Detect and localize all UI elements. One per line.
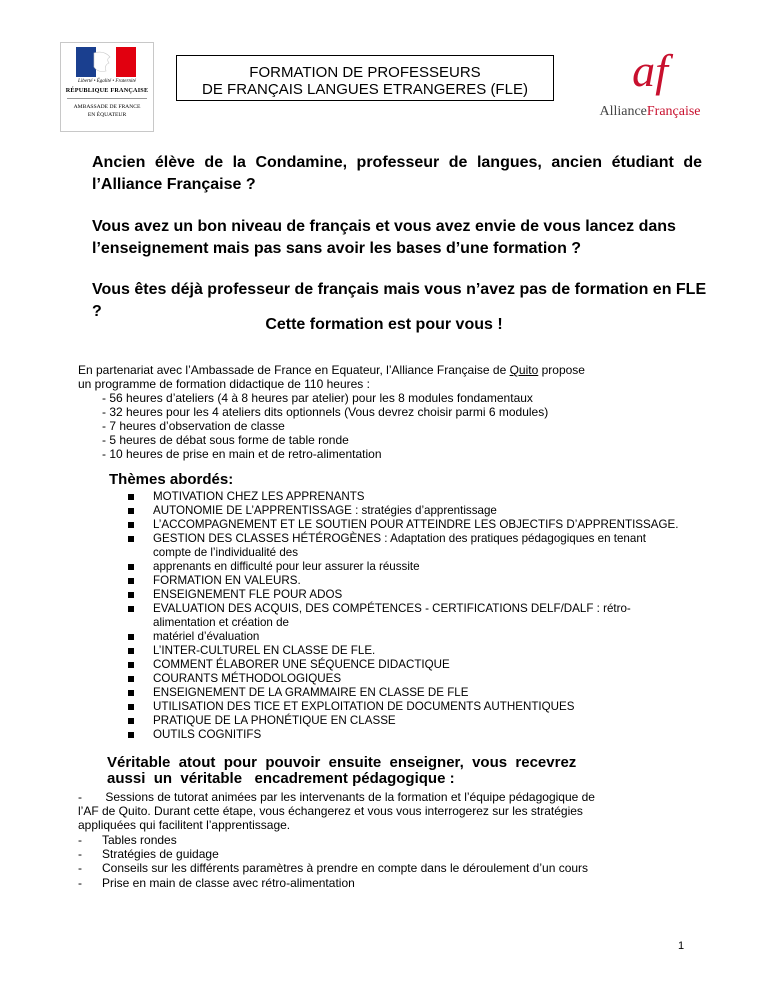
hours-list: [102, 391, 702, 461]
theme-item: [128, 560, 708, 574]
intro-line-2: un programme de formation didactique de 110 heures :: [78, 377, 370, 391]
theme-text: COMMENT ÉLABORER UNE SÉQUENCE DIDACTIQUE: [153, 658, 450, 671]
bullet-icon: [128, 578, 134, 584]
page-number: 1: [678, 940, 685, 952]
af-wordmark: [590, 104, 710, 120]
encadrement-item: [78, 861, 706, 875]
dash-marker: -: [78, 847, 82, 862]
republique-francaise-logo: [60, 42, 154, 132]
title-line-2: DE FRANÇAIS LANGUES ETRANGERES (FLE): [202, 81, 528, 98]
hours-item: - 32 heures pour les 4 ateliers dits optionnels (Vous devrez choisir parmi 6 modules): [102, 405, 549, 419]
theme-text: MOTIVATION CHEZ LES APPRENANTS: [153, 490, 365, 503]
encadrement-list: [78, 833, 706, 890]
theme-text: GESTION DES CLASSES HÉTÉROGÈNES : Adaptation des pratiques pédagogiques en tenant: [153, 532, 647, 545]
question-2-line-1: Vous avez un bon niveau de français et vous avez envie de vous lancez dans: [92, 218, 676, 235]
hours-item: - 10 heures de prise en main et de retro-alimentation: [102, 447, 382, 461]
bullet-icon: [128, 676, 134, 682]
intro-line-1: [78, 363, 698, 377]
bullet-icon: [128, 704, 134, 710]
theme-item: [128, 588, 708, 602]
question-3: Vous êtes déjà professeur de français mais vous n’avez pas de formation en FLE ?: [92, 281, 707, 320]
theme-text: UTILISATION DES TICE ET EXPLOITATION DE DOCUMENTS AUTHENTIQUES: [153, 700, 575, 713]
bullet-icon: [128, 690, 134, 696]
bullet-icon: [128, 718, 134, 724]
dash-marker: -: [78, 875, 82, 890]
sessions-line-3: appliquées qui facilitent l’apprentissage.: [78, 818, 291, 833]
marianne-flag-icon: [76, 47, 136, 77]
theme-item: [128, 504, 708, 518]
theme-item: [128, 644, 708, 658]
theme-item: [128, 518, 708, 532]
af-wordmark-part1: Alliance: [599, 104, 647, 119]
theme-item: [128, 490, 708, 504]
theme-text: alimentation et création de: [153, 616, 289, 629]
theme-item: [128, 714, 708, 728]
af-wordmark-part2: Française: [646, 104, 701, 119]
encadrement-item: [78, 833, 706, 847]
theme-text: PRATIQUE DE LA PHONÉTIQUE EN CLASSE: [153, 714, 396, 727]
theme-item: [128, 658, 708, 672]
atout-heading-line-1: Véritable atout pour pouvoir ensuite enseigner, vous recevrez: [107, 754, 577, 771]
theme-item: [128, 672, 708, 686]
encadrement-text: Prise en main de classe avec rétro-alimentation: [102, 875, 355, 890]
theme-text: FORMATION EN VALEURS.: [153, 574, 301, 587]
rf-divider: [67, 98, 147, 99]
theme-text: matériel d’évaluation: [153, 630, 260, 643]
theme-item: [128, 686, 708, 700]
theme-item-continuation: [128, 616, 708, 630]
sessions-line-1: - Sessions de tutorat animées par les intervenants de la formation et l’équipe pédagogique de: [78, 790, 595, 804]
rf-motto: Liberté • Égalité • Fraternité: [78, 79, 136, 84]
theme-text: L’ACCOMPAGNEMENT ET LE SOUTIEN POUR ATTEINDRE LES OBJECTIFS D’APPRENTISSAGE.: [153, 518, 679, 531]
rf-republique: RÉPUBLIQUE FRANÇAISE: [65, 87, 149, 94]
intro-paragraph: [78, 363, 698, 391]
theme-text: apprenants en difficulté pour leur assurer la réussite: [153, 560, 420, 573]
bullet-icon: [128, 606, 134, 612]
document-title-box: [176, 55, 554, 101]
bullet-icon: [128, 662, 134, 668]
quito-link[interactable]: Quito: [509, 363, 539, 377]
theme-text: EVALUATION DES ACQUIS, DES COMPÉTENCES - CERTIFICATIONS DELF/DALF : rétro-: [153, 602, 631, 615]
alliance-francaise-logo: [590, 40, 710, 122]
encadrement-text: Conseils sur les différents paramètres à prendre en compte dans le déroulement d’un cours: [102, 861, 589, 876]
bullet-icon: [128, 648, 134, 654]
encadrement-text: Stratégies de guidage: [102, 847, 219, 862]
sessions-paragraph: [78, 790, 706, 833]
theme-item: [128, 602, 708, 616]
intro-line-1-prefix: En partenariat avec l’Ambassade de France en Equateur, l’Alliance Française de: [78, 363, 510, 377]
theme-item: [128, 630, 708, 644]
hours-item: - 7 heures d’observation de classe: [102, 419, 285, 433]
theme-item: [128, 532, 708, 546]
bullet-icon: [128, 494, 134, 500]
theme-item-continuation: [128, 546, 708, 560]
call-to-action: Cette formation est pour vous !: [265, 316, 503, 333]
intro-line-1-suffix: propose: [538, 363, 585, 377]
dash-marker: -: [78, 833, 82, 847]
bullet-icon: [128, 634, 134, 640]
themes-heading: Thèmes abordés:: [109, 471, 234, 488]
bullet-icon: [128, 564, 134, 570]
encadrement-item: [78, 876, 706, 890]
sessions-line-2: l’AF de Quito. Durant cette étape, vous échangerez et vous vous interrogerez sur les stratégies: [78, 804, 583, 819]
question-2-line-2: l’enseignement mais pas sans avoir les bases d’une formation ?: [92, 240, 582, 257]
rf-ambassade-line2: EN ÉQUATEUR: [87, 112, 127, 118]
hours-item: - 5 heures de débat sous forme de table ronde: [102, 433, 349, 447]
theme-text: compte de l’individualité des: [153, 546, 299, 559]
question-1: Ancien élève de la Condamine, professeur de langues, ancien étudiant de l’Alliance Française ?: [92, 154, 702, 193]
encadrement-text: Tables rondes: [102, 833, 177, 847]
title-line-1: FORMATION DE PROFESSEURS: [249, 64, 481, 81]
bullet-icon: [128, 592, 134, 598]
themes-list: [128, 490, 708, 742]
hours-item: - 56 heures d’ateliers (4 à 8 heures par atelier) pour les 8 modules fondamentaux: [102, 391, 533, 405]
theme-text: L’INTER-CULTUREL EN CLASSE DE FLE.: [153, 644, 376, 657]
af-mark-icon: [620, 42, 680, 102]
theme-item: [128, 574, 708, 588]
dash-marker: -: [78, 861, 82, 876]
theme-text: AUTONOMIE DE L’APPRENTISSAGE : stratégies d’apprentissage: [153, 504, 497, 517]
theme-item: [128, 728, 708, 742]
question-2: [92, 216, 702, 260]
atout-heading-line-2: aussi un véritable encadrement pédagogique :: [107, 770, 455, 787]
bullet-icon: [128, 522, 134, 528]
bullet-icon: [128, 536, 134, 542]
theme-text: ENSEIGNEMENT DE LA GRAMMAIRE EN CLASSE DE FLE: [153, 686, 469, 699]
theme-text: ENSEIGNEMENT FLE POUR ADOS: [153, 588, 343, 601]
theme-text: COURANTS MÉTHODOLOGIQUES: [153, 672, 342, 685]
bullet-icon: [128, 508, 134, 514]
theme-text: OUTILS COGNITIFS: [153, 728, 262, 741]
rf-ambassade-line1: AMBASSADE DE FRANCE: [73, 104, 141, 110]
bullet-icon: [128, 732, 134, 738]
theme-item: [128, 700, 708, 714]
encadrement-item: [78, 847, 706, 861]
atout-heading: [107, 755, 707, 787]
rf-ambassade: [61, 103, 153, 119]
af-mark-text: af: [632, 45, 668, 96]
